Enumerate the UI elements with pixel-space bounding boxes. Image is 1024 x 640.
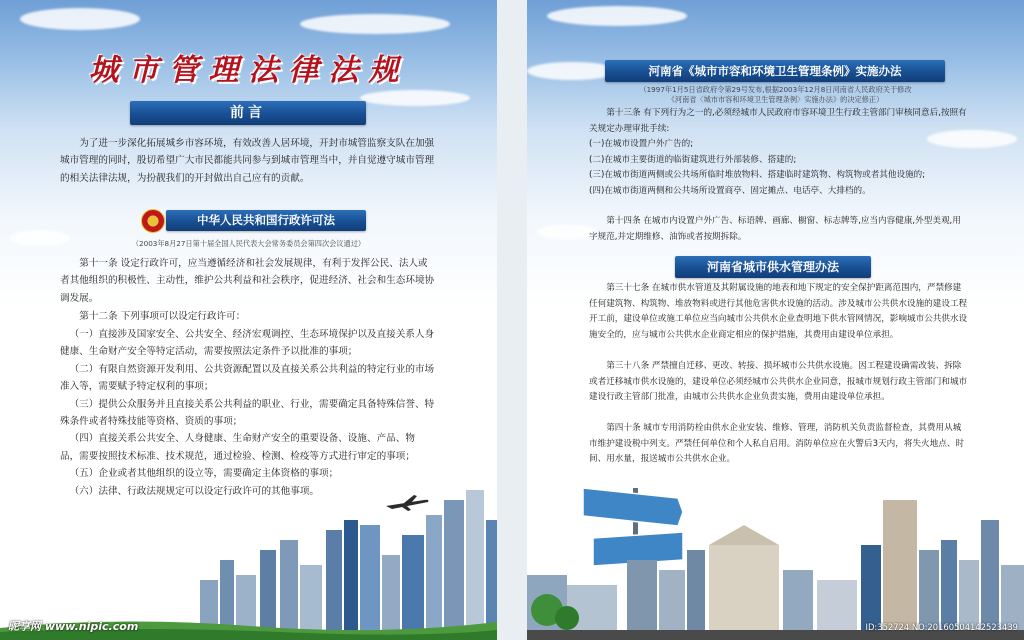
cloud [360,90,470,106]
article-14: 第十四条 在城市内设置户外广告、标语牌、画廊、橱窗、标志牌等,应当内容健康,外型美观,用字规范,并定期维修、油饰或者按期拆除。 [589,216,961,242]
article-13-items [589,137,969,199]
section1-heading [605,60,945,82]
article-37: 第三十七条 在城市供水管道及其附属设施的地表和地下规定的安全保护距离范围内，严禁修建任何建筑物、构筑物、堆放物料或进行其他危害供水设施的活动。涉及城市公共供水设施的建设工程开工前，建设单位或施工单位应当向城市公共供水企业查明地下供水管网情况，影响城市公共供水设施安全的，应与城市公共供水企业商定相应的保护措施，其费用由建设单位承担。 [589,283,968,340]
section1-heading-text: 河南省《城市市容和环境卫生管理条例》实施办法 [648,64,902,78]
poster-title: 城市管理法律法规 [88,53,409,88]
cloud [20,8,140,30]
list-item: （五）企业或者其他组织的设立等，需要确定主体资格的事项； [69,468,339,480]
law-heading [166,210,366,231]
list-item: (三)在城市街道两侧或公共场所临时堆放物料、搭建临时建筑物、构筑物或者其他设施的; [589,170,926,181]
list-item: (四)在城市街道两侧和公共场所设置商亭、固定摊点、电话亭、大排档的。 [589,185,871,196]
section2-heading-text: 河南省城市供水管理办法 [706,260,839,274]
article-12: 第十二条 下列事项可以设定行政许可： [79,311,246,322]
law-subtitle: （2003年8月27日第十届全国人民代表大会常务委员会第四次会议通过） [131,239,366,248]
list-item: （三）提供公众服务并且直接关系公共利益的职业、行业，需要确定具备特殊信誉、特殊条件或者特殊技能等资格、资质的事项； [60,398,435,428]
section1-subtitle-1: （1997年1月5日省政府令第29号发布,根据2003年12月8日河南省人民政府关于修改 [639,85,912,94]
left-poster [0,0,497,640]
section1-subtitle-2: 《河南省〈城市市容和环境卫生管理条例〉实施办法》的决定修正） [667,95,884,104]
watermark-text: 昵享网 www.nipic.com [8,620,139,633]
city-skyline [0,480,497,640]
list-item: （四）直接关系公共安全、人身健康、生命财产安全的重要设备、设施、产品、物品，需要按照技术标准、技术规范，通过检验、检测、检疫等方式进行审定的事项； [60,433,415,462]
cloud [527,62,617,80]
preface-text: 为了进一步深化拓展城乡市容环境，有效改善人居环境，开封市城管监察支队在加强城市管理的同时，殷切希望广大市民都能共同参与到城市管理当中，并自觉遵守城市管理的相关法律法规，为扮靓我们的开封做出自己应有的贡献。 [60,138,435,184]
cloud [300,14,450,34]
article-11: 第十一条 设定行政许可，应当遵循经济和社会发展规律，有利于发挥公民、法人或者其他组织的积极性、主动性，维护公共利益和社会秩序，促进经济、社会和生态环境协调发展。 [60,258,435,304]
law-heading-text: 中华人民共和国行政许可法 [197,213,335,227]
watermark-id: ID:352724 NO:20160504142523439 [865,622,1018,632]
article-38: 第三十八条 严禁擅自迁移、更改、转接、损坏城市公共供水设施。因工程建设确需改装、拆除或者迁移城市供水设施的，建设单位必须经城市公共供水企业同意，报城市规划行政主管部门和城市建设行政主管部门批准，由城市公共供水企业负责实施，费用由建设单位承担。 [589,361,968,403]
list-item: (二)在城市主要街道的临街建筑进行外部装修、搭建的; [589,154,797,165]
preface-heading [130,101,366,125]
cloud [537,225,597,239]
article-13: 第十三条 有下列行为之一的,必须经城市人民政府市容环境卫生行政主管部门审核同意后,按照有关规定办理审批手续: [589,108,967,134]
right-poster [527,0,1024,640]
section2-heading [675,256,871,278]
list-item: (一)在城市设置户外广告的; [589,139,694,149]
preface-heading-text: 前言 [230,105,266,121]
list-item: （六）法律、行政法规规定可以设定行政许可的其他事项。 [69,485,320,497]
list-item: （二）有限自然资源开发利用、公共资源配置以及直接关系公共利益的特定行业的市场准入等，需要赋予特定权利的事项； [60,363,435,393]
national-emblem-icon [141,209,165,233]
list-item: （一）直接涉及国家安全、公共安全、经济宏观调控、生态环境保护以及直接关系人身健康、生命财产安全等特定活动，需要按照法定条件予以批准的事项； [60,329,435,358]
article-12-items [60,326,437,500]
city-buildings [527,490,1024,640]
cloud [547,6,687,26]
article-40: 第四十条 城市专用消防栓由供水企业安装、维修、管理，消防机关负责监督检查，其费用从城市维护建设税中列支。严禁任何单位和个人私自启用。消防单位应在火警后3天内，将失火地点、时间、用水量，报送城市公共供水企业。 [589,423,965,465]
